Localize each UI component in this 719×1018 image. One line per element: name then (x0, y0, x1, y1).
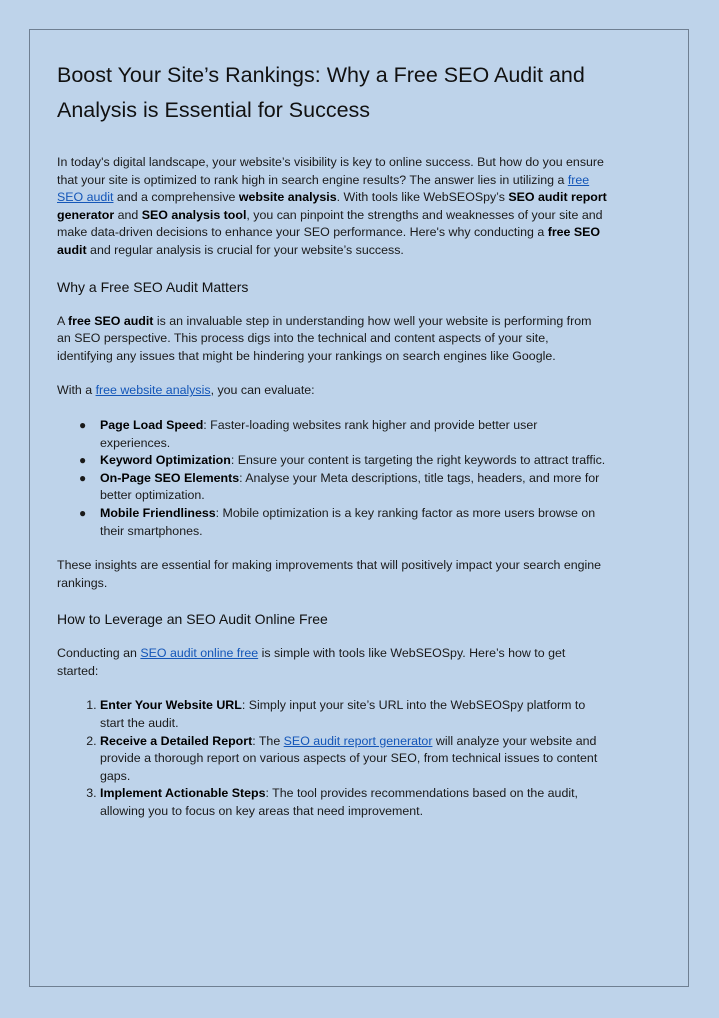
bullet-icon: ● (79, 417, 87, 432)
bullet-icon: ● (79, 470, 87, 485)
paragraph: These insights are essential for making improvements that will positively impact your search engine rankings. (57, 558, 602, 590)
intro-text: . With tools like WebSEOSpy’s (336, 190, 509, 205)
free-seo-audit-link[interactable]: free SEO audit (57, 172, 590, 205)
list-desc: : Ensure your content is targeting the right keywords to attract traffic. (230, 453, 606, 468)
section-heading: How to Leverage an SEO Audit Online Free (57, 611, 328, 628)
document-content (57, 58, 607, 838)
list-item (100, 697, 607, 732)
section-heading: Why a Free SEO Audit Matters (57, 278, 249, 295)
paragraph (57, 313, 607, 366)
list-item (79, 470, 607, 505)
intro-text: and a comprehensive (113, 190, 239, 205)
list-term: Implement Actionable Steps (100, 786, 266, 801)
intro-text: and (114, 207, 142, 222)
page-title: Boost Your Site’s Rankings: Why a Free SEO Audit and Analysis is Essential for Success (57, 63, 585, 122)
text: is simple with tools like WebSEOSpy. Here’s how to get started: (57, 646, 566, 678)
list-term: Enter Your Website URL (100, 698, 242, 713)
list-desc: : Simply input your site’s URL into the WebSEOSpy platform to start the audit. (100, 698, 586, 731)
bullet-icon: ● (79, 505, 87, 520)
intro-text: and regular analysis is crucial for your website’s success. (86, 242, 404, 257)
text: A (57, 313, 69, 328)
list-desc: : The tool provides recommendations based on the audit, allowing you to focus on key areas that need improvement. (100, 786, 578, 819)
seo-audit-report-generator-link[interactable]: SEO audit report generator (283, 733, 433, 748)
list-item (79, 505, 607, 540)
numbered-list (57, 697, 607, 820)
list-item (100, 733, 607, 786)
intro-text: , you can pinpoint the strengths and weaknesses of your site and make data-driven decisions to enhance your SEO performance. Here's why conducting a (57, 207, 603, 240)
bold-term: free SEO audit (57, 225, 601, 257)
list-item (79, 452, 607, 470)
text: , you can evaluate: (210, 383, 315, 398)
free-website-analysis-link[interactable]: free website analysis (95, 383, 211, 398)
text: is an invaluable step in understanding how well your website is performing from an SEO perspective. This process digs into the technical and content aspects of your site, identifying any issues that might be hindering your rankings on search engines like Google. (57, 313, 592, 363)
list-desc: : Faster-loading websites rank higher and provide better user experiences. (100, 417, 538, 450)
bold-term: free SEO audit (68, 313, 154, 328)
list-term: Mobile Friendliness (100, 505, 216, 520)
list-term: Receive a Detailed Report (100, 733, 253, 748)
bullet-list (57, 417, 607, 540)
bold-term: SEO audit report generator (57, 190, 607, 222)
list-desc: will analyze your website and provide a thorough report on various aspects of your SEO, from technical issues to content gaps. (100, 733, 598, 783)
seo-audit-online-free-link[interactable]: SEO audit online free (140, 646, 259, 661)
bullet-icon: ● (79, 453, 87, 468)
bold-term: SEO analysis tool (141, 207, 247, 222)
text: Conducting an (57, 646, 141, 661)
list-term: Keyword Optimization (100, 453, 231, 468)
list-item (79, 417, 607, 452)
intro-text: In today's digital landscape, your website’s visibility is key to online success. But how do you ensure that your site is optimized to rank high in search engine results? The answer lies in utilizing a (57, 155, 604, 187)
bold-term: website analysis (238, 190, 337, 205)
list-desc: : Analyse your Meta descriptions, title tags, headers, and more for better optimization. (100, 470, 600, 503)
list-term: Page Load Speed (100, 417, 204, 432)
list-desc: : Mobile optimization is a key ranking factor as more users browse on their smartphones. (100, 505, 596, 538)
intro-paragraph (57, 154, 607, 260)
list-desc: : The (252, 733, 284, 748)
paragraph (57, 645, 607, 680)
text: With a (57, 383, 96, 398)
paragraph (57, 382, 607, 400)
list-item (100, 785, 607, 820)
list-term: On-Page SEO Elements (100, 470, 240, 485)
